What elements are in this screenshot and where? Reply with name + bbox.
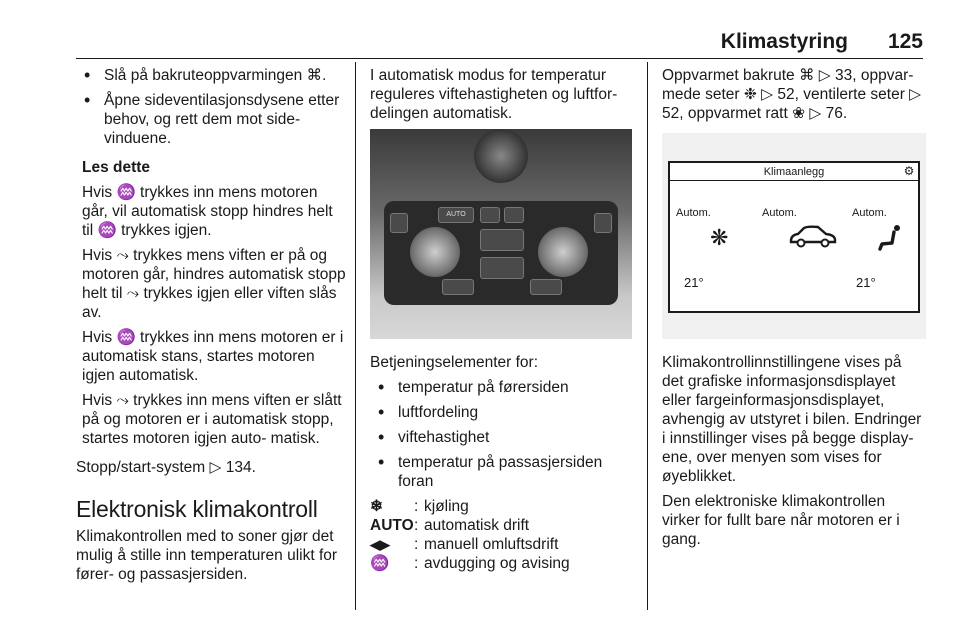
climate-display-illustration	[662, 133, 926, 339]
auto-mode-text: I automatisk modus for temperatur reguleres viftehastigheten og luftfor- delingen automatisk.	[370, 67, 618, 122]
auto-label: AUTO	[370, 517, 414, 534]
passenger-temp: 21°	[856, 275, 876, 290]
legend-row: ◀▶ : manuell omluftsdrift	[370, 536, 559, 553]
display-frame	[668, 161, 920, 313]
note-box	[76, 158, 346, 448]
note-paragraph: Hvis ♒ trykkes inn mens motoren er i automatisk stans, startes motoren igjen automatisk.	[82, 329, 344, 384]
column-divider-1	[355, 62, 356, 610]
control-item: • temperatur på førersiden	[370, 378, 632, 397]
legend-row: ❄ : kjøling	[370, 498, 469, 515]
auto-label-left: Autom.	[676, 207, 711, 219]
settings-icon: ⚙	[903, 164, 915, 178]
control-item: • viftehastighet	[370, 428, 632, 447]
legend-desc: automatisk drift	[424, 517, 530, 534]
legend-desc: kjøling	[424, 498, 469, 515]
panel-button	[530, 279, 562, 295]
heating-cross-refs: Oppvarmet bakrute ⌘ ▷ 33, oppvar- mede seter ❉ ▷ 52, ventilerte seter ▷ 52, oppvarmet ratt ❀ ▷ 76.	[662, 67, 922, 122]
column-1	[76, 66, 346, 590]
auto-label-right: Autom.	[852, 207, 887, 219]
panel-button	[390, 213, 408, 233]
panel-button	[442, 279, 474, 295]
legend-row: AUTO : automatisk drift	[370, 517, 530, 534]
column-divider-2	[647, 62, 648, 610]
fan-icon: ❋	[710, 225, 729, 250]
seat-airflow-icon	[876, 223, 906, 253]
panel-button	[480, 207, 500, 223]
car-outline-icon	[788, 223, 838, 249]
legend-desc: avdugging og avising	[424, 555, 570, 572]
legend-row: ♒ : avdugging og avising	[370, 555, 570, 572]
driver-temp: 21°	[684, 275, 704, 290]
bullet-rear-defrost: • Slå på bakruteoppvarmingen ⌘.	[76, 66, 346, 85]
car-icon	[788, 223, 838, 257]
defrost-icon: ♒	[370, 555, 390, 572]
control-item: • temperatur på passasjersiden foran	[370, 453, 632, 491]
panel-button	[480, 229, 524, 251]
recirculation-icon: ◀▶	[370, 537, 390, 552]
header-rule	[76, 58, 923, 59]
running-header-title: Klimastyring	[720, 30, 848, 53]
page-number: 125	[887, 30, 923, 53]
display-title: Klimaanlegg	[670, 163, 918, 181]
auto-button: AUTO	[438, 207, 474, 223]
passenger-temp-knob	[538, 227, 588, 277]
cross-reference: Stopp/start-system ▷ 134.	[76, 459, 256, 476]
panel-button	[480, 257, 524, 279]
center-vent	[474, 129, 528, 183]
section-text: Klimakontrollen med to soner gjør det mulig å stille inn temperaturen ulikt for fører- og passasjersiden.	[76, 528, 338, 583]
display-info-text: Klimakontrollinnstillingene vises på det grafiske informasjonsdisplayet eller fargeinformasjonsdisplayet, avhengig av utstyret i bilen. Endringer i innstillinger vises på begge display- ene, over menyen som vises for øyeblikket.	[662, 354, 922, 485]
column-2	[370, 66, 632, 573]
note-paragraph: Hvis ⤳ trykkes mens viften er på og motoren går, hindres automatisk stopp helt til ⤳ trykkes igjen eller viften slås av.	[82, 247, 346, 321]
engine-running-text: Den elektroniske klimakontrollen virker for fullt bare når motoren er i gang.	[662, 493, 900, 548]
auto-label-center: Autom.	[762, 207, 797, 219]
note-paragraph: Hvis ⤳ trykkes inn mens viften er slått på og motoren er i automatisk stopp, startes motoren igjen auto- matisk.	[82, 392, 342, 447]
note-heading: Les dette	[82, 159, 151, 176]
note-paragraph: Hvis ♒ trykkes inn mens motoren går, vil automatisk stopp hindres helt til ♒ trykkes igjen.	[82, 184, 333, 239]
control-item: • luftfordeling	[370, 403, 632, 422]
legend-desc: manuell omluftsdrift	[424, 536, 559, 553]
panel-button	[594, 213, 612, 233]
panel-button	[504, 207, 524, 223]
climate-control-panel-photo	[370, 129, 632, 339]
bullet-side-vents: • Åpne sideventilasjonsdysene etter behov, og rett dem mot side- vinduene.	[76, 91, 346, 148]
driver-temp-knob	[410, 227, 460, 277]
column-3	[662, 66, 926, 555]
symbol-legend	[370, 497, 632, 573]
controls-heading: Betjeningselementer for:	[370, 354, 539, 371]
snowflake-icon: ❄	[370, 498, 383, 515]
seat-icon	[876, 223, 906, 261]
section-title: Elektronisk klimakontroll	[76, 496, 318, 522]
